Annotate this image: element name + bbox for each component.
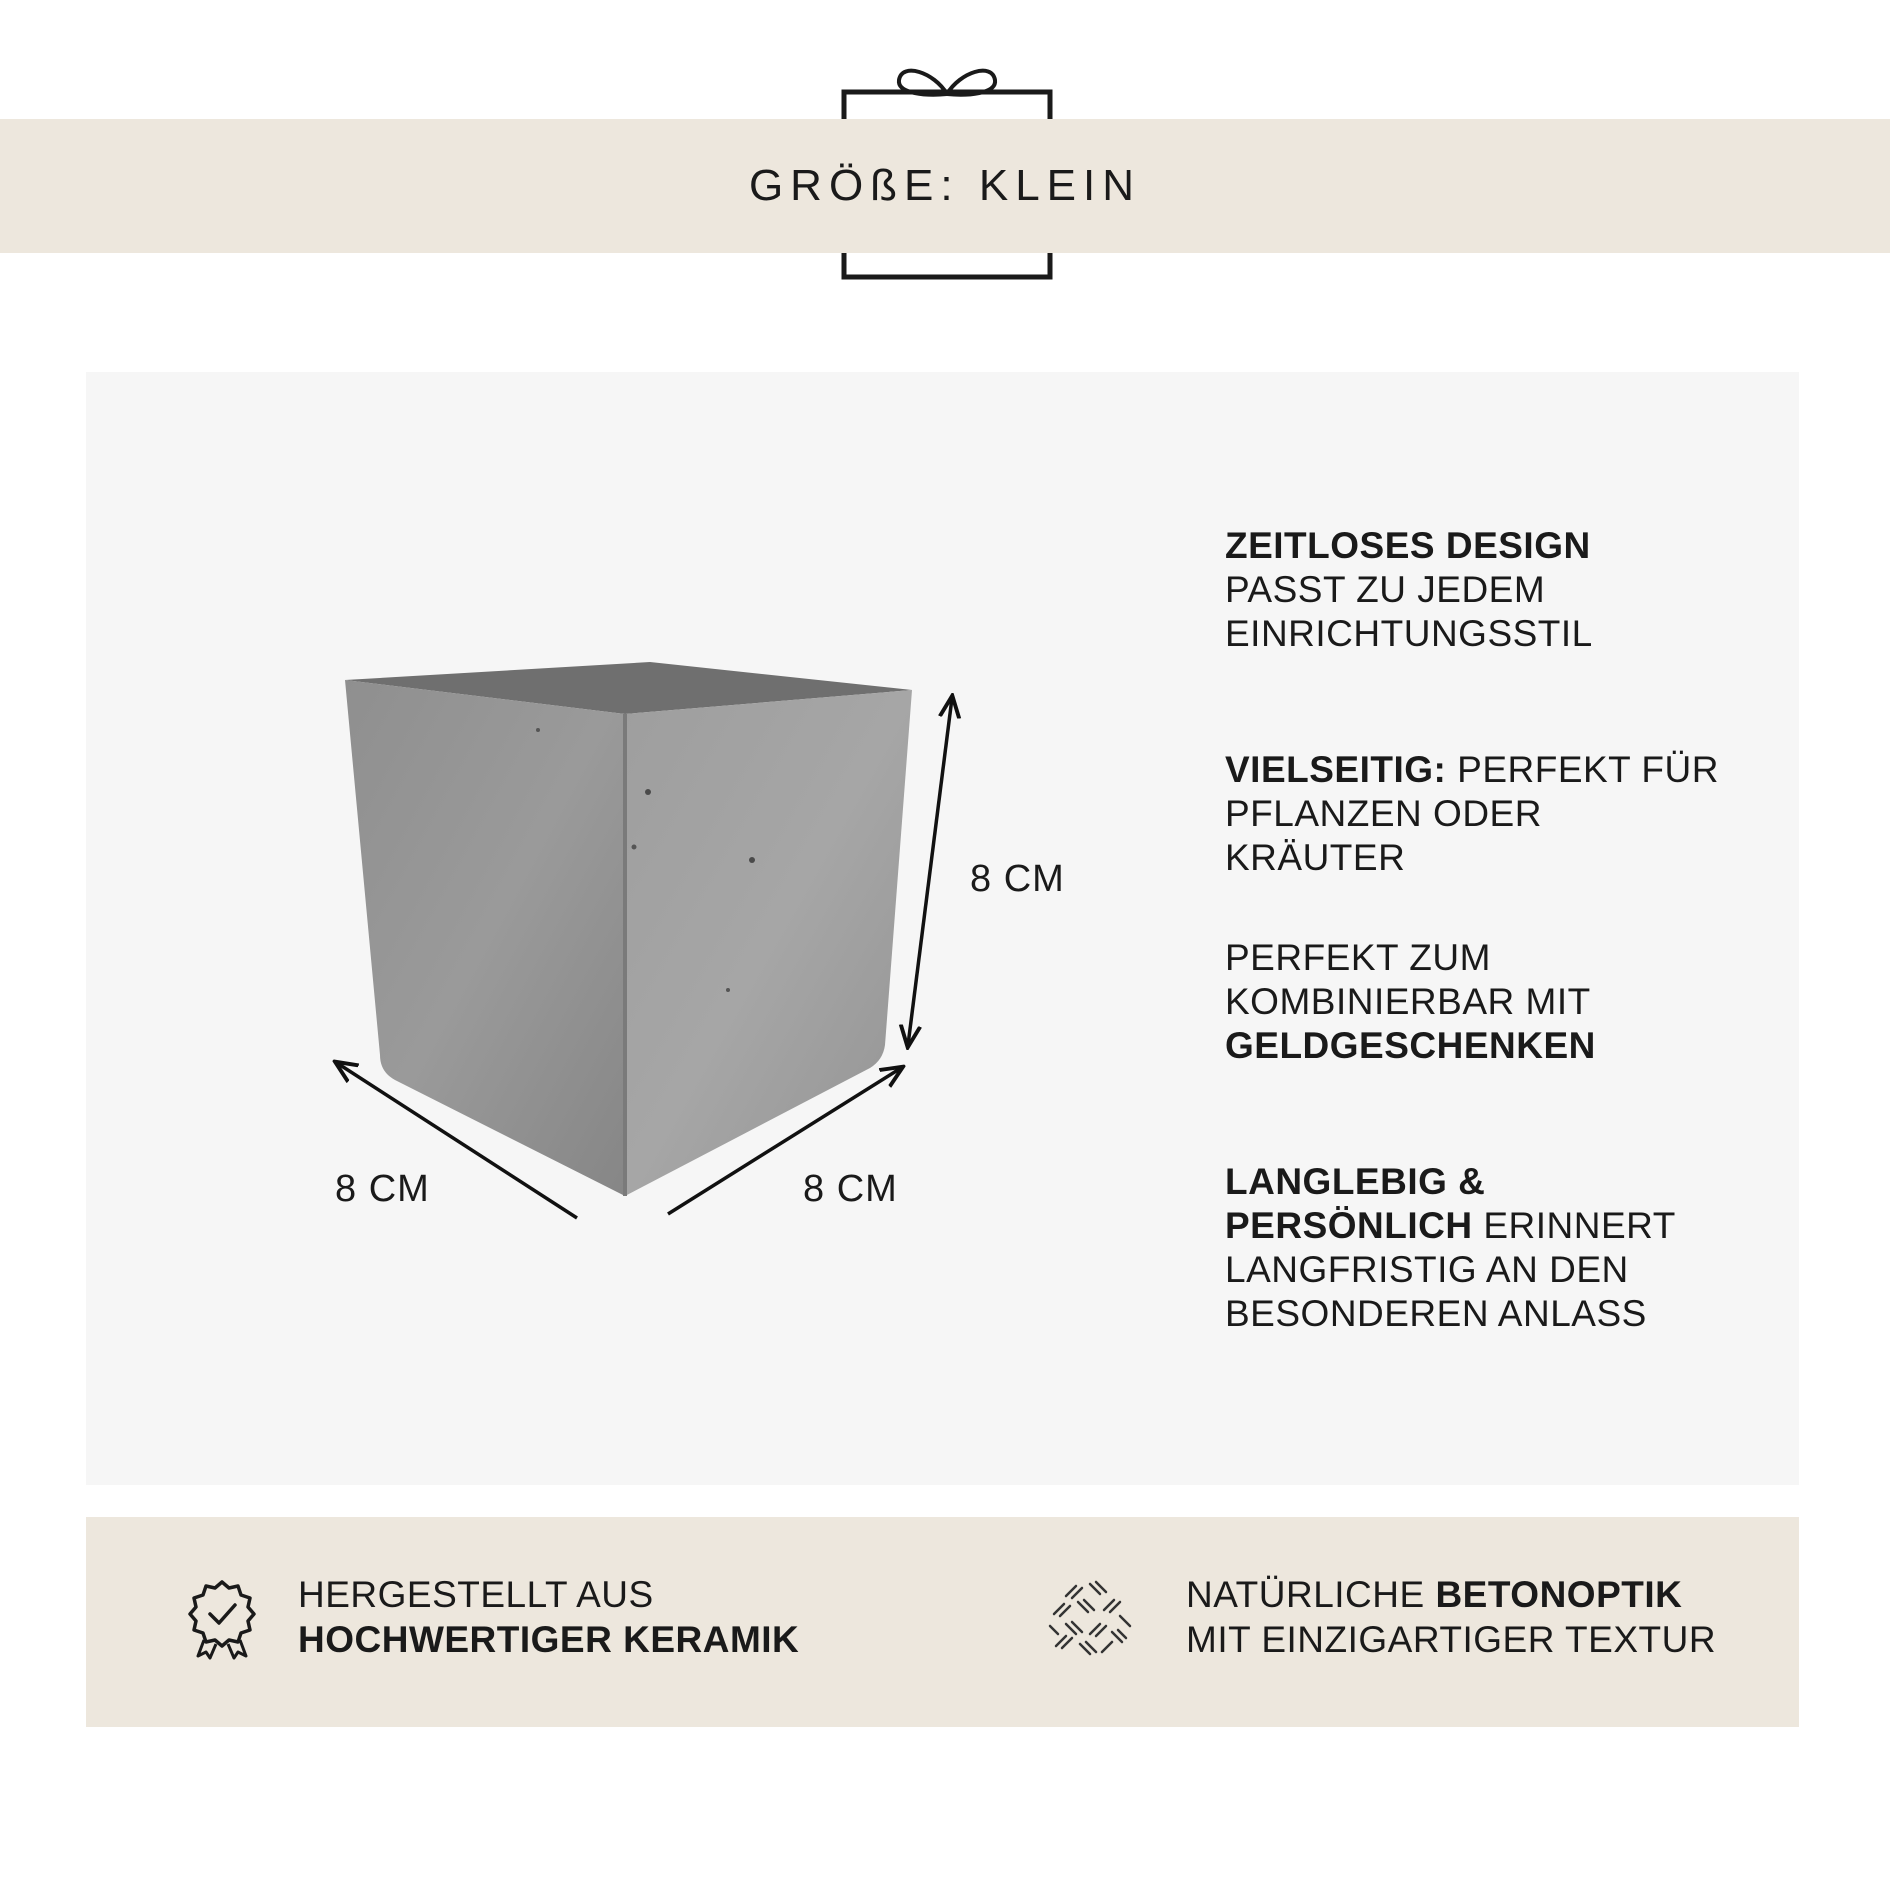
- size-title: GRÖßE: KLEIN: [743, 161, 1147, 211]
- feature-gift: [1225, 936, 1625, 1068]
- feature-gift-title: GELDGESCHENKEN: [1225, 1025, 1596, 1066]
- feature-versatile: [1225, 748, 1725, 880]
- height-arrow: [908, 698, 952, 1045]
- feature-design: [1225, 524, 1645, 656]
- footer-right-bold: BETONOPTIK: [1435, 1574, 1683, 1615]
- feature-design-text: PASST ZU JEDEM EINRICHTUNGSSTIL: [1225, 569, 1593, 654]
- footer-left-bold: HOCHWERTIGER KERAMIK: [298, 1619, 800, 1660]
- footer-right-line1: NATÜRLICHE: [1186, 1574, 1425, 1615]
- footer-right-line2: MIT EINZIGARTIGER TEXTUR: [1186, 1619, 1717, 1660]
- pot-left-face: [345, 680, 625, 1196]
- feature-durable-title: LANGLEBIG & PERSÖNLICH: [1225, 1161, 1486, 1246]
- footer-left-line1: HERGESTELLT AUS: [298, 1574, 654, 1615]
- footer-left-text: [298, 1572, 818, 1662]
- pot-right-face: [625, 690, 912, 1196]
- width-right-label: 8 CM: [803, 1168, 898, 1210]
- feature-durable: [1225, 1160, 1685, 1336]
- texture-pattern-icon: [1046, 1574, 1136, 1660]
- feature-versatile-text: PERFEKT FÜR PFLANZEN ODER KRÄUTER: [1225, 749, 1719, 878]
- feature-design-title: ZEITLOSES DESIGN: [1225, 525, 1591, 566]
- footer-right-text: [1186, 1572, 1746, 1662]
- feature-versatile-title: VIELSEITIG:: [1225, 749, 1447, 790]
- quality-badge-icon: [188, 1578, 256, 1660]
- width-left-label: 8 CM: [335, 1168, 430, 1210]
- feature-gift-text: PERFEKT ZUM KOMBINIERBAR MIT: [1225, 937, 1591, 1022]
- height-label: 8 CM: [970, 858, 1065, 900]
- feature-durable-text: ERINNERT LANGFRISTIG AN DEN BESONDEREN ANLASS: [1225, 1205, 1676, 1334]
